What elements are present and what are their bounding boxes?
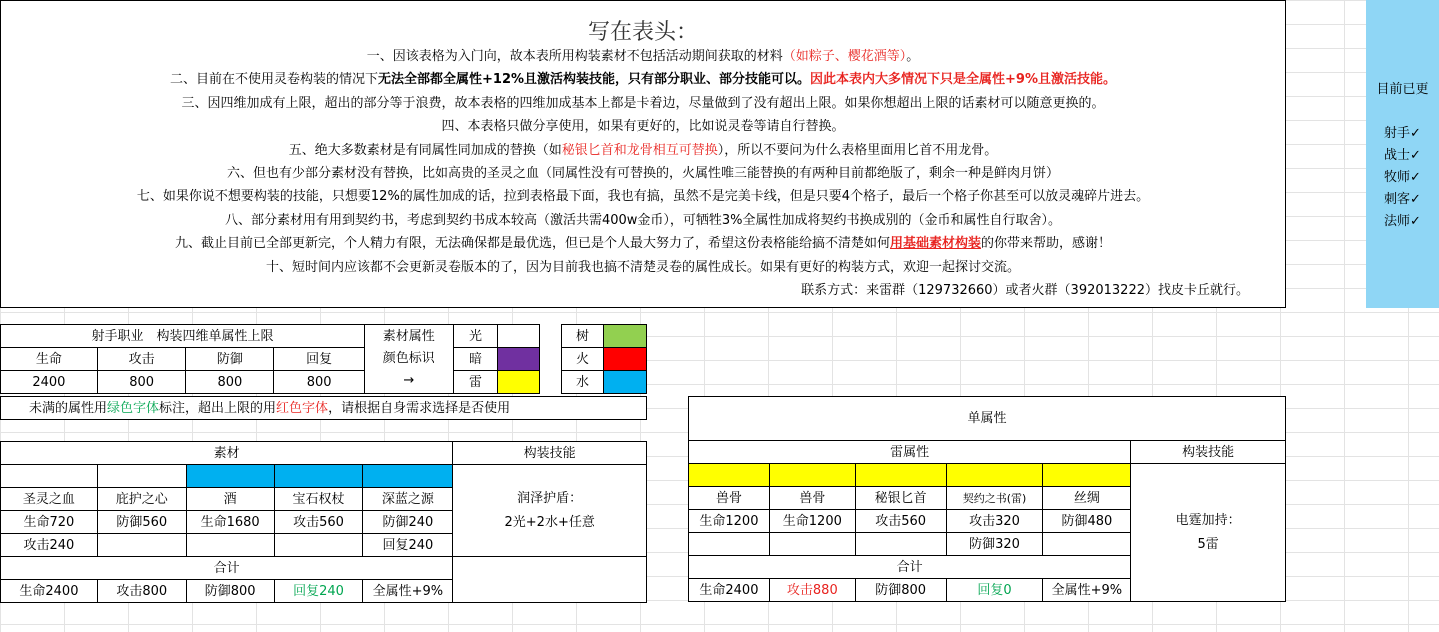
note-line-5: 五、绝大多数素材是有同属性同加成的替换（如秘银匕首和龙骨相互可替换），所以不要问为什么表格里面用匕首不用龙骨。 [288,142,998,158]
light-swatch [498,325,539,347]
attribute-limits-table [0,324,365,394]
material-name: 深蓝之源 [363,488,453,511]
material-color-cell [946,464,1043,487]
check-icon: ✓ [1410,126,1421,141]
material-stat: 防御240 [363,511,453,534]
updated-classes-panel [1366,0,1439,308]
limits-header: 回复 [274,348,365,371]
materials-header: 素材 [1,442,453,465]
material-stat: 生命1200 [769,510,855,533]
limits-value: 800 [274,371,365,394]
material-color-cell [1043,464,1131,487]
single-attribute-table [688,396,1286,602]
legend-label: 树 [561,325,604,348]
archer-build-table [0,441,647,603]
legend-label: 火 [561,348,604,371]
total-value: 攻击880 [769,579,855,602]
material-name: 庇护之心 [97,488,186,511]
note-line-8: 八、部分素材用有用到契约书，考虑到契约书成本较高（激活共需400w金币），可牺牲3%全属性加成将契约书换成别的（金币和属性自行取舍）。 [224,212,1062,228]
total-value: 防御800 [855,579,946,602]
material-stat: 生命1680 [186,511,274,534]
header-notes [0,0,1286,308]
limits-title: 射手职业 构装四维单属性上限 [1,325,365,348]
color-note: 未满的属性用绿色字体标注，超出上限的用红色字体，请根据自身需求选择是否使用 [0,396,647,420]
updated-item: 法师✓ [1384,214,1421,229]
material-color-cell [855,464,946,487]
material-stat: 防御480 [1043,510,1131,533]
dark-swatch [498,348,539,370]
note-line-6: 六、但也有少部分素材没有替换，比如高贵的圣灵之血（同属性没有可替换的，火属性唯三能替换的有两种目前都绝版了，剩余一种是鲜肉月饼） [226,165,1059,181]
total-value: 全属性+9% [363,580,453,603]
legend-title: 素材属性 颜色标识 → [365,325,454,394]
check-icon: ✓ [1410,214,1421,229]
material-name: 酒 [186,488,274,511]
limits-header: 攻击 [97,348,186,371]
wood-swatch [604,325,646,347]
material-stat [97,534,186,557]
note-line-10: 十、短时间内应该都不会更新灵卷版本的了，因为目前我也搞不清楚灵卷的属性成长。如果有更好的构装方式，欢迎一起探讨交流。 [265,259,1020,275]
material-name: 兽骨 [689,487,770,510]
material-color-cell [689,464,770,487]
total-label: 合计 [689,556,1131,579]
total-value: 回复240 [274,580,363,603]
material-stat: 攻击320 [946,510,1043,533]
material-stat: 防御320 [946,533,1043,556]
skill-header: 构装技能 [1131,441,1286,464]
note-line-9: 九、截止目前已全部更新完，个人精力有限，无法确保都是最优选，但已是个人最大努力了，希望这份表格能给搞不清楚如何用基础素材构装的你带来帮助，感谢！ [174,236,1112,252]
total-value: 生命2400 [689,579,770,602]
material-name: 秘银匕首 [855,487,946,510]
updated-item: 射手✓ [1384,126,1421,141]
material-color-cell [1,465,98,488]
skill-name: 润泽护盾： [517,490,583,506]
legend-label: 水 [561,371,604,394]
material-stat: 攻击560 [274,511,363,534]
legend-swatch [604,348,647,371]
legend-swatch [604,371,647,394]
material-stat: 攻击240 [1,534,98,557]
check-icon: ✓ [1410,170,1421,185]
material-stat: 防御560 [97,511,186,534]
legend-swatch [498,371,540,394]
material-color-cell [769,464,855,487]
total-label: 合计 [1,557,453,580]
material-stat [186,534,274,557]
note-line-1: 一、因该表格为入门向，故本表所用构装素材不包括活动期间获取的材料（如粽子、樱花酒等）。 [366,49,920,64]
skill-header: 构装技能 [453,442,647,465]
limits-header: 防御 [186,348,274,371]
total-value: 全属性+9% [1043,579,1131,602]
limits-header: 生命 [1,348,98,371]
thunder-header: 雷属性 [689,441,1131,464]
updated-item: 刺客✓ [1384,192,1421,207]
total-value: 生命2400 [1,580,98,603]
material-color-cell [274,465,363,488]
material-stat: 生命720 [1,511,98,534]
material-color-cell [363,465,453,488]
fire-swatch [604,348,646,370]
material-name: 丝绸 [1043,487,1131,510]
legend-swatch [498,348,540,371]
material-stat [769,533,855,556]
note-line-2: 二、目前在不使用灵卷构装的情况下无法全部都全属性+12%且激活构装技能，只有部分职业、部分技能可以。因此本表内大多情况下只是全属性+9%且激活技能。 [170,72,1116,88]
material-color-cell [97,465,186,488]
skill-requirement: 2光+2水+任意 [504,514,595,530]
thunder-swatch [498,371,539,393]
skill-requirement: 5雷 [1197,536,1219,552]
material-stat [1043,533,1131,556]
skill-name: 电霆加持： [1175,512,1241,528]
material-color-cell [186,465,274,488]
material-name: 契约之书(雷) [946,487,1043,510]
contact-line: 联系方式：来雷群（129732660）或者火群（392013222）找皮卡丘就行。 [801,282,1249,298]
legend-swatch [498,325,540,348]
water-swatch [604,371,646,393]
note-line-3: 三、因四维加成有上限，超出的部分等于浪费，故本表格的四维加成基本上都是卡着边，尽量做到了没有超出上限。如果你想超出上限的话素材可以随意更换的。 [181,95,1105,111]
total-value: 防御800 [186,580,274,603]
material-name: 宝石权杖 [274,488,363,511]
skill-cell [1131,464,1286,602]
limits-value: 800 [97,371,186,394]
color-legend-table [364,324,647,394]
note-line-7: 七、如果你说不想要构装的技能，只想要12%的属性加成的话，拉到表格最下面，我也有搞，虽然不是完美卡线，但是只要4个格子，最后一个格子你甚至可以放灵魂碎片进去。 [136,189,1150,205]
material-stat: 生命1200 [689,510,770,533]
single-attribute-title: 单属性 [689,397,1286,441]
material-name: 兽骨 [769,487,855,510]
limits-value: 2400 [1,371,98,394]
skill-cell [453,465,647,557]
legend-label: 光 [453,325,498,348]
header-title: 写在表头： [587,20,698,45]
note-line-4: 四、本表格只做分享使用，如果有更好的，比如说灵卷等请自行替换。 [441,119,845,135]
updated-item: 战士✓ [1384,148,1421,163]
limits-value: 800 [186,371,274,394]
updated-title: 目前已更 [1376,82,1429,97]
arrow-icon: → [403,373,415,388]
material-stat: 攻击560 [855,510,946,533]
check-icon: ✓ [1410,192,1421,207]
material-stat [274,534,363,557]
legend-swatch [604,325,647,348]
legend-label: 雷 [453,371,498,394]
updated-item: 牧师✓ [1384,170,1421,185]
total-value: 回复0 [946,579,1043,602]
material-stat [855,533,946,556]
legend-label: 暗 [453,348,498,371]
total-value: 攻击800 [97,580,186,603]
check-icon: ✓ [1410,148,1421,163]
material-name: 圣灵之血 [1,488,98,511]
material-stat: 回复240 [363,534,453,557]
material-stat [689,533,770,556]
